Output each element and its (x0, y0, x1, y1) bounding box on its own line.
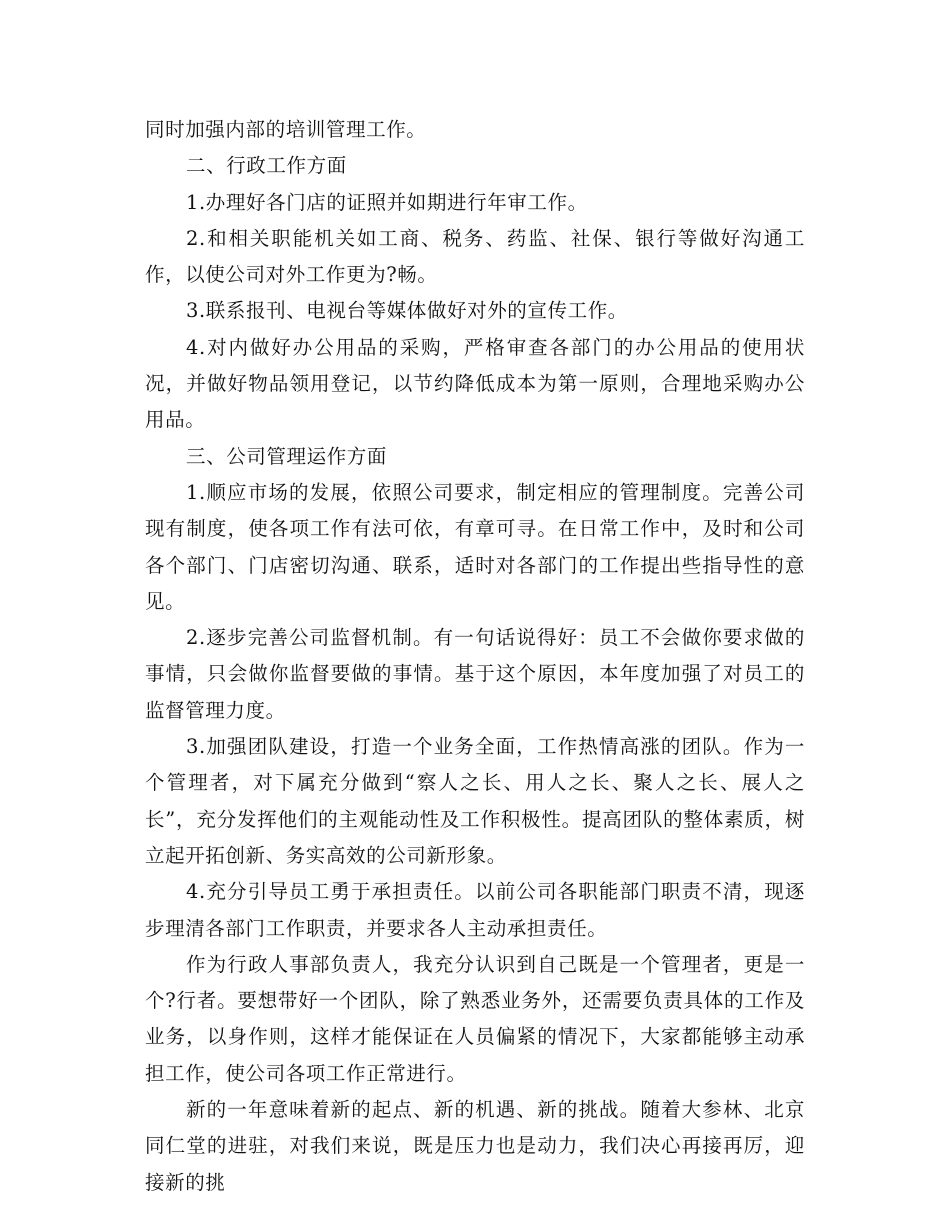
list-item: 2.逐步完善公司监督机制。有一句话说得好：员工不会做你要求做的事情，只会做你监督要做的事情。基于这个原因，本年度加强了对员工的监督管理力度。 (145, 626, 805, 722)
list-item: 1.顺应市场的发展，依照公司要求，制定相应的管理制度。完善公司现有制度，使各项工作有法可依，有章可寻。在日常工作中，及时和公司各个部门、门店密切沟通、联系，适时对各部门的工作提出些指导性的意见。 (145, 480, 805, 613)
list-item: 4.对内做好办公用品的采购，严格审查各部门的办公用品的使用状况，并做好物品领用登记，以节约降低成本为第一原则，合理地采购办公用品。 (145, 335, 805, 432)
list-item: 4.充分引导员工勇于承担责任。以前公司各职能部门职责不清，现逐步理清各部门工作职责，并要求各人主动承担责任。 (145, 880, 805, 940)
section-heading-admin: 二、行政工作方面 (186, 154, 347, 178)
body-paragraph: 新的一年意味着新的起点、新的机遇、新的挑战。随着大参林、北京同仁堂的进驻，对我们来说，既是压力也是动力，我们决心再接再厉，迎接新的挑 (145, 1098, 805, 1194)
document-body (145, 112, 805, 1201)
list-item: 1.办理好各门店的证照并如期进行年审工作。 (186, 190, 588, 214)
paragraph-continuation: 同时加强内部的培训管理工作。 (145, 118, 427, 141)
list-item: 2.和相关职能机关如工商、税务、药监、社保、银行等做好沟通工作，以使公司对外工作更为?畅。 (145, 226, 805, 287)
list-item: 3.加强团队建设，打造一个业务全面，工作热情高涨的团队。作为一个管理者，对下属充分做到“察人之长、用人之长、聚人之长、展人之长”，充分发挥他们的主观能动性及工作积极性。提高团队的整体素质，树立起开拓创新、务实高效的公司新形象。 (145, 735, 805, 867)
list-item: 3.联系报刊、电视台等媒体做好对外的宣传工作。 (186, 299, 628, 323)
section-heading-management: 三、公司管理运作方面 (186, 444, 388, 468)
body-paragraph: 作为行政人事部负责人，我充分认识到自己既是一个管理者，更是一个?行者。要想带好一个团队，除了熟悉业务外，还需要负责具体的工作及业务，以身作则，这样才能保证在人员偏紧的情况下，大家都能够主动承担工作，使公司各项工作正常进行。 (145, 952, 805, 1085)
